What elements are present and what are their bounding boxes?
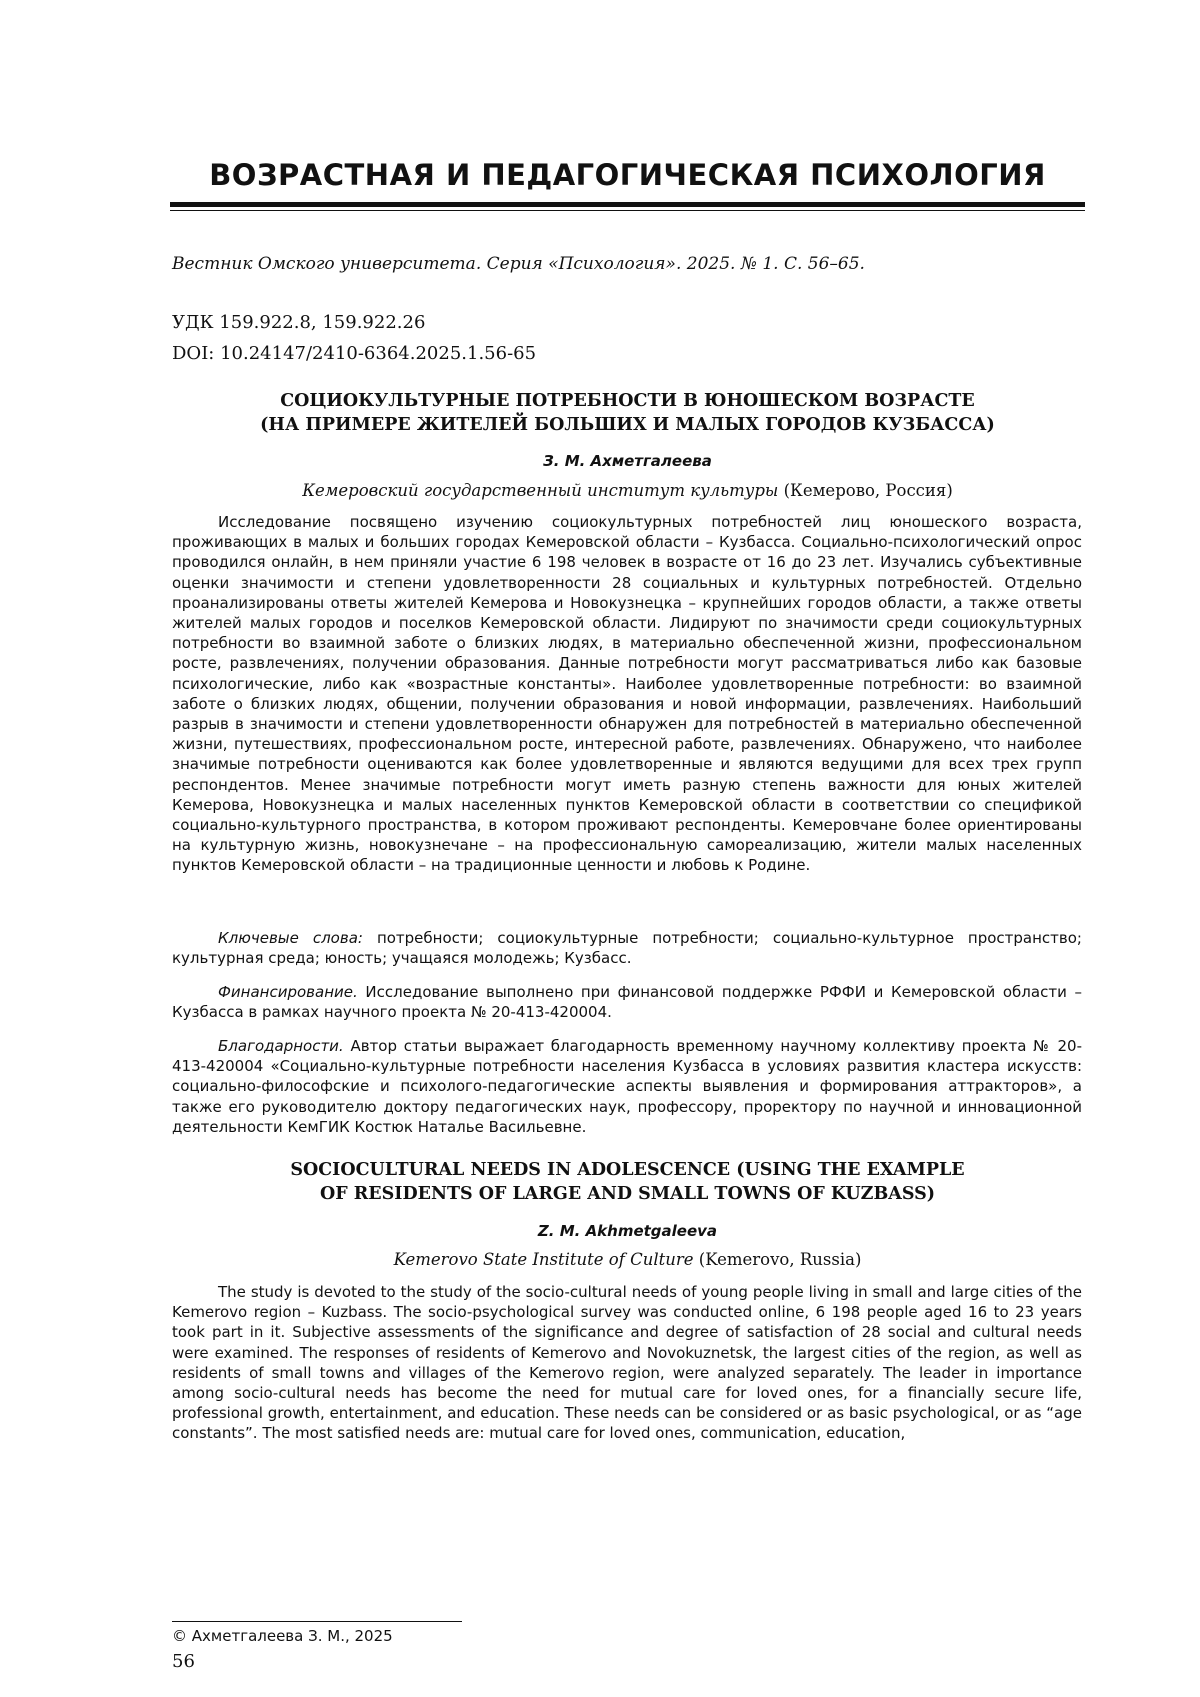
header-rule-thin bbox=[170, 210, 1085, 211]
en-author: Z. M. Akhmetgaleeva bbox=[537, 1222, 718, 1240]
en-affiliation bbox=[170, 1250, 1085, 1269]
ru-affiliation bbox=[170, 481, 1085, 500]
ru-keywords-text: потребности; социокультурные потребности; социально-культурное пространство; культурная среда; юность; учащаяся молодежь; Кузбасс. bbox=[172, 929, 1082, 968]
ru-keywords bbox=[172, 928, 1082, 968]
footnote-divider bbox=[172, 1621, 462, 1622]
ru-author: З. М. Ахметгалеева bbox=[543, 452, 712, 470]
ru-funding-label: Финансирование. bbox=[218, 983, 358, 1001]
en-title-line-2: OF RESIDENTS OF LARGE AND SMALL TOWNS OF KUZBASS) bbox=[320, 1184, 935, 1204]
copyright-notice: © Ахметгалеева З. М., 2025 bbox=[172, 1627, 393, 1645]
udk-code: УДК 159.922.8, 159.922.26 bbox=[172, 312, 426, 333]
header-rule-thick bbox=[170, 202, 1085, 207]
ru-affiliation-location: (Кемерово, Россия) bbox=[783, 481, 953, 500]
doi: DOI: 10.24147/2410-6364.2025.1.56-65 bbox=[172, 343, 537, 364]
page-number: 56 bbox=[172, 1651, 195, 1672]
en-abstract: The study is devoted to the study of the socio-cultural needs of young people living in small and large cities of the Kemerovo region – Kuzbass. The socio-psychological survey was conducted online, 6 198 people aged 16 to 23 years took part in it. Subjective assessments of the significance and degree of satisfaction of 28 social and cultural needs were examined. The responses of residents of Kemerovo and Novokuznetsk, the largest cities of the region, as well as residents of small towns and villages of the Kemerovo region, were analyzed separately. The leader in importance among socio-cultural needs has become the need for mutual care for loved ones, for a financially secure life, professional growth, entertainment, and education. These needs can be considered or as basic psychological, or as “age constants”. The most satisfied needs are: mutual care for loved ones, communication, education, bbox=[172, 1283, 1082, 1443]
ru-affiliation-institution: Кемеровский государственный институт культуры bbox=[302, 481, 779, 500]
ru-ack-text: Автор статьи выражает благодарность временному научному коллективу проекта № 20-413-420004 «Социально-культурные потребности населения Кузбасса в условиях развития кластера искусств: социально-философские и психолого-педагогические аспекты выявления и формирования аттракторов», а также его руководителю доктору педагогических наук, профессору, проректору по научной и инновационной деятельности КемГИК Костюк Наталье Васильевне. bbox=[172, 1037, 1082, 1136]
en-title-line-1: SOCIOCULTURAL NEEDS IN ADOLESCENCE (USING THE EXAMPLE bbox=[290, 1160, 965, 1180]
journal-citation: Вестник Омского университета. Серия «Психология». 2025. № 1. С. 56–65. bbox=[172, 254, 865, 274]
en-affiliation-location: (Kemerovo, Russia) bbox=[698, 1250, 862, 1269]
ru-ack-label: Благодарности. bbox=[218, 1037, 344, 1055]
ru-acknowledgements bbox=[172, 1036, 1082, 1137]
ru-funding-text: Исследование выполнено при финансовой поддержке РФФИ и Кемеровской области – Кузбасса в рамках научного проекта № 20-413-420004. bbox=[172, 983, 1082, 1022]
ru-funding bbox=[172, 982, 1082, 1022]
section-title: ВОЗРАСТНАЯ И ПЕДАГОГИЧЕСКАЯ ПСИХОЛОГИЯ bbox=[209, 158, 1046, 192]
en-article-title bbox=[170, 1158, 1085, 1206]
en-affiliation-institution: Kemerovo State Institute of Culture bbox=[393, 1250, 694, 1269]
ru-keywords-label: Ключевые слова: bbox=[218, 929, 363, 947]
ru-article-title bbox=[170, 389, 1085, 437]
ru-title-line-1: СОЦИОКУЛЬТУРНЫЕ ПОТРЕБНОСТИ В ЮНОШЕСКОМ ВОЗРАСТЕ bbox=[280, 391, 975, 411]
ru-abstract: Исследование посвящено изучению социокультурных потребностей лиц юношеского возраста, проживающих в малых и больших городах Кемеровской области – Кузбасса. Социально-психологический опрос проводился онлайн, в нем приняли участие 6 198 человек в возрасте от 16 до 23 лет. Изучались субъективные оценки значимости и степени удовлетворенности 28 социальных и культурных потребностей. Отдельно проанализированы ответы жителей Кемерова и Новокузнецка – крупнейших городов области, а также ответы жителей малых городов и поселков Кемеровской области. Лидируют по значимости среди социокультурных потребности во взаимной заботе о близких людях, в материально обеспеченной жизни, профессиональном росте, развлечениях, получении образования. Данные потребности могут рассматриваться либо как базовые психологические, либо как «возрастные константы». Наиболее удовлетворенные потребности: во взаимной заботе о близких людях, общении, получении образования и новой информации, развлечениях. Наибольший разрыв в значимости и степени удовлетворенности обнаружен для потребностей в материально обеспеченной жизни, путешествиях, профессиональном росте, интересной работе, развлечениях. Обнаружено, что наиболее значимые потребности оцениваются как более удовлетворенные и являются ведущими для всех трех групп респондентов. Менее значимые потребности могут иметь разную степень важности для юных жителей Кемерова, Новокузнецка и малых населенных пунктов Кемеровской области в соответствии со спецификой социально-культурного пространства, в котором проживают респонденты. Кемеровчане более ориентированы на культурную жизнь, новокузнечане – на профессиональную самореализацию, жители малых населенных пунктов Кемеровской области – на традиционные ценности и любовь к Родине. bbox=[172, 513, 1082, 875]
ru-title-line-2: (НА ПРИМЕРЕ ЖИТЕЛЕЙ БОЛЬШИХ И МАЛЫХ ГОРОДОВ КУЗБАССА) bbox=[260, 415, 995, 435]
